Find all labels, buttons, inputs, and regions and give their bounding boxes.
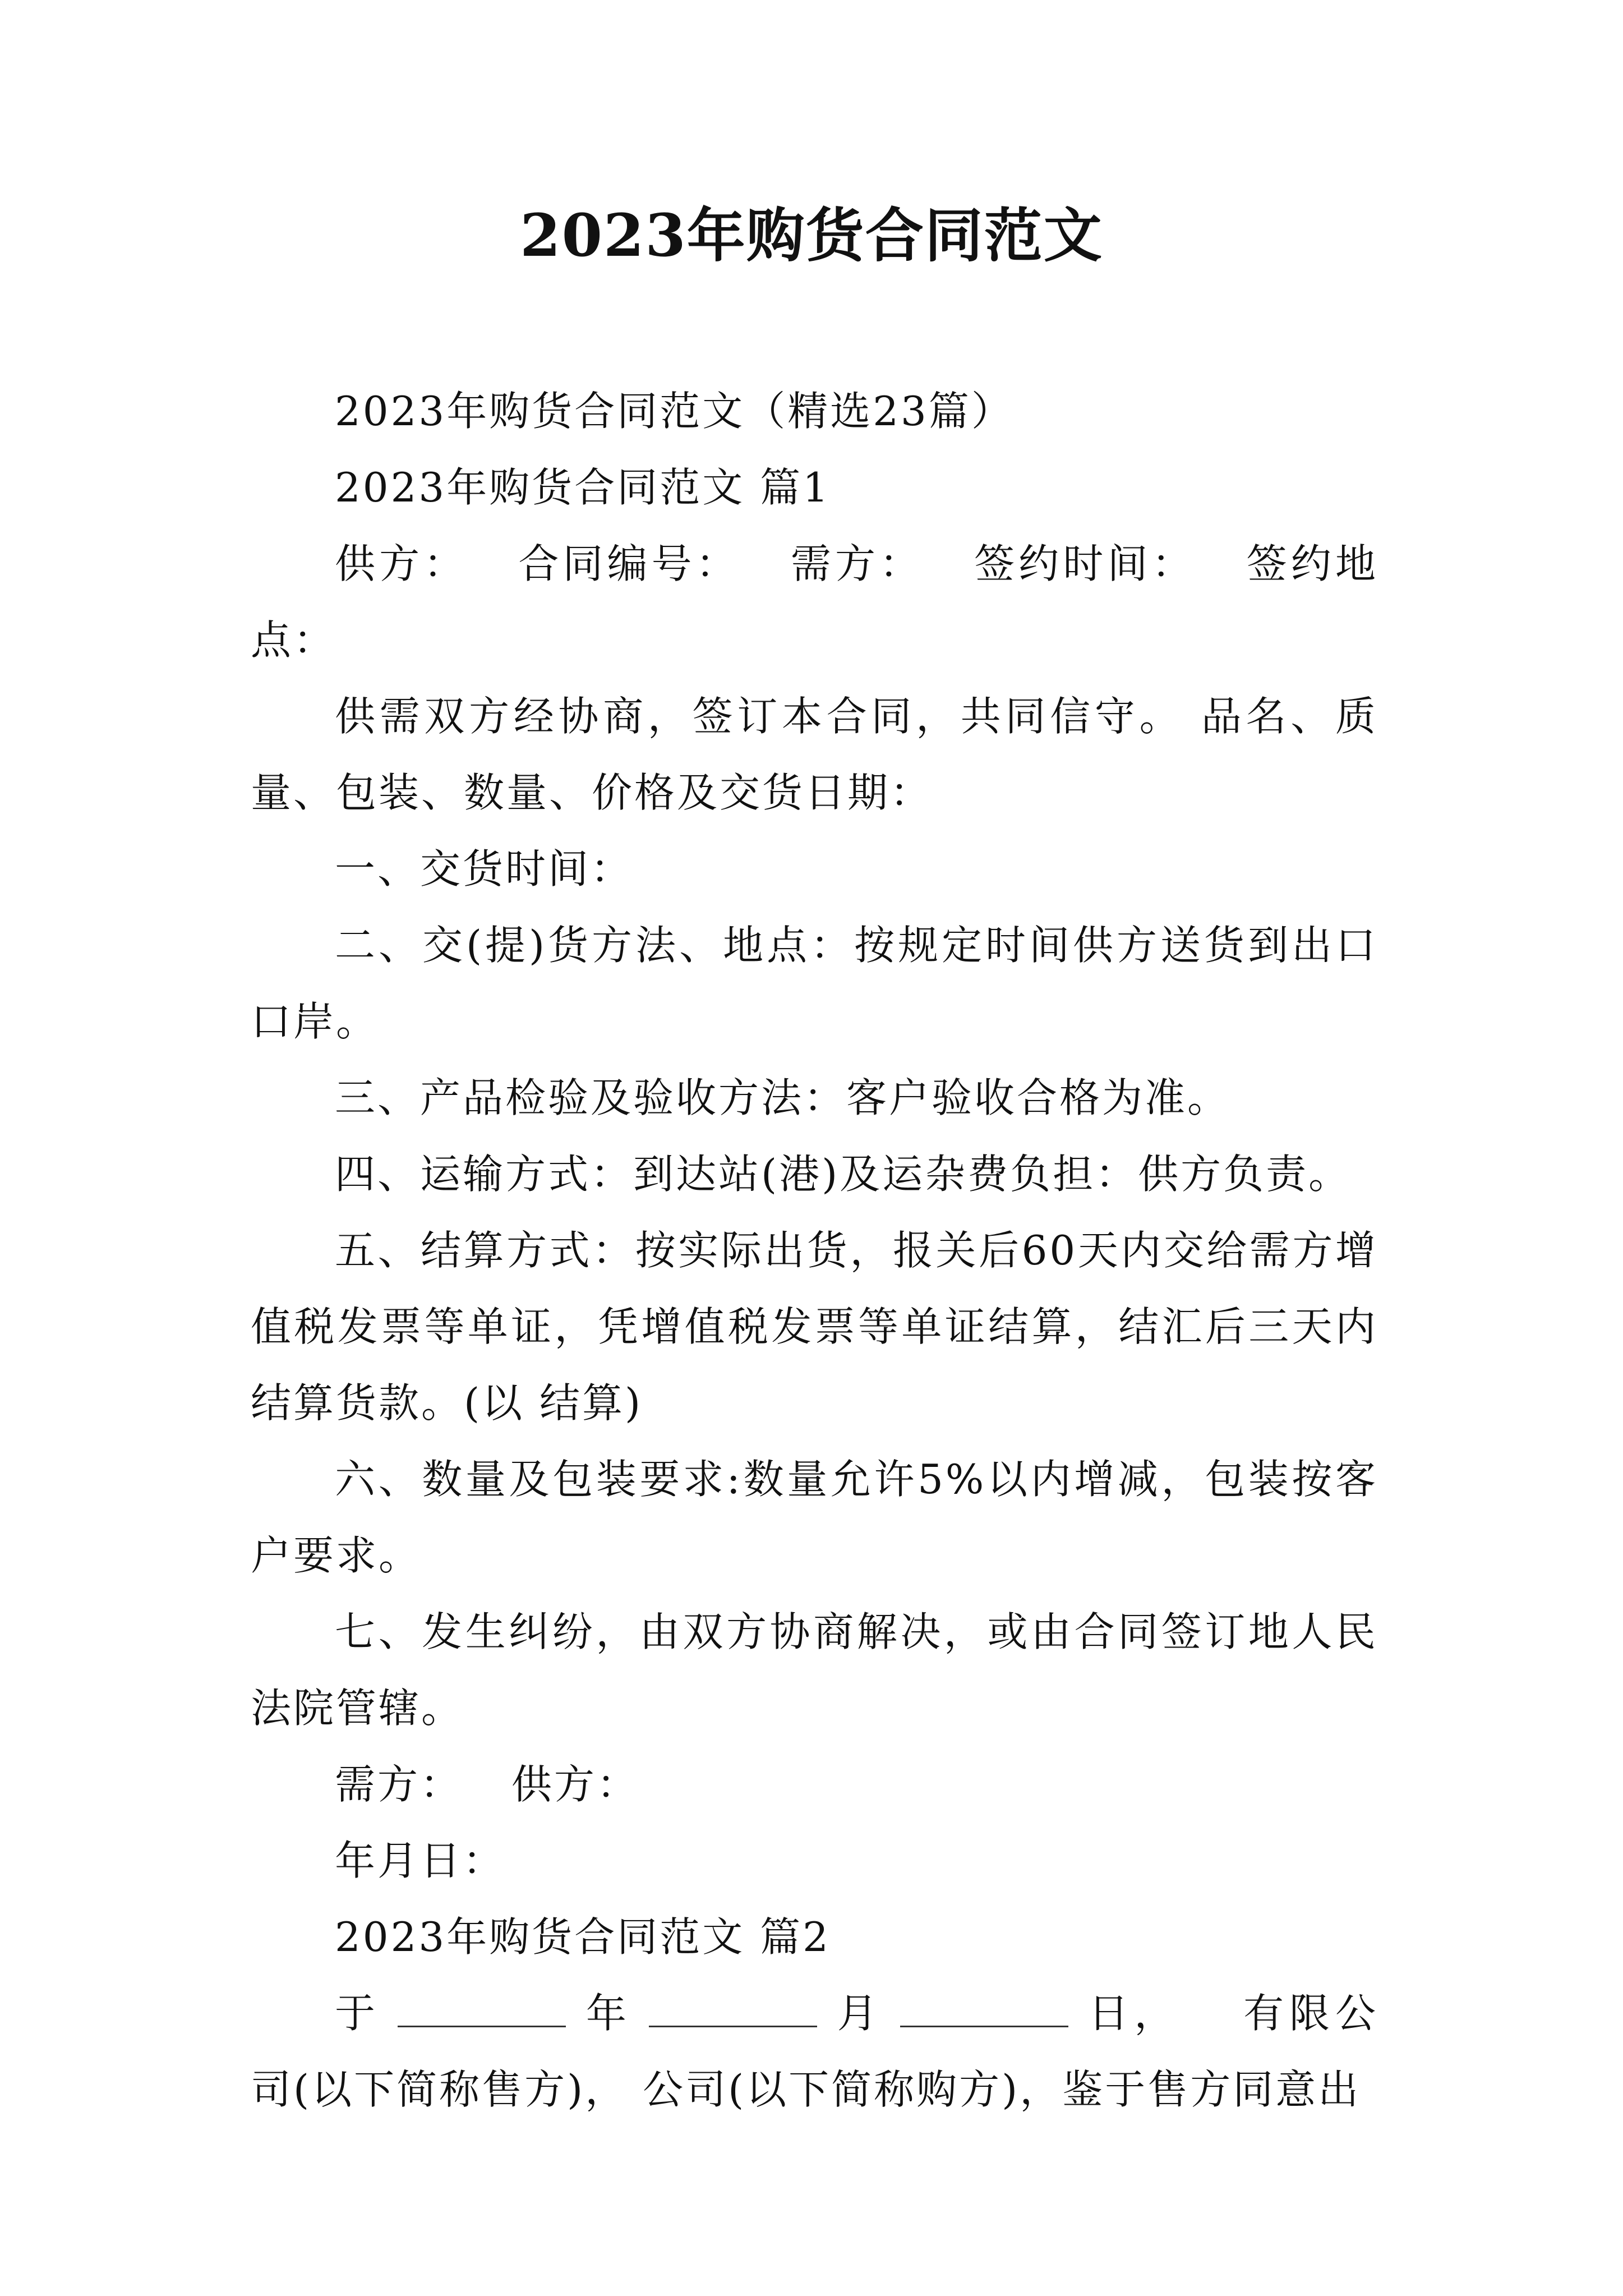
- intro-prefix: 于: [335, 1990, 381, 2037]
- clause-inspection: 三、产品检验及验收方法：客户验收合格为准。: [335, 1074, 1230, 1121]
- contract-no-label: 合同编号：: [518, 540, 740, 587]
- document-title: 2023年购货合同范文: [520, 201, 1103, 270]
- day-blank: [900, 1992, 1068, 2027]
- year-blank: [398, 1992, 566, 2027]
- month-blank: [649, 1992, 817, 2027]
- document-subtitle: 2023年购货合同范文（精选23篇）: [335, 388, 1014, 435]
- signature-line: [251, 1746, 1378, 1823]
- clause-delivery-method: 二、交(提)货方法、地点：按规定时间供方送货到出口口岸。: [251, 922, 1378, 1045]
- clause-dispute: 七、发生纠纷，由双方协商解决，或由合同签订地人民法院管辖。: [251, 1608, 1378, 1732]
- document-body: [251, 373, 1378, 2128]
- date-line: 年月日：: [335, 1837, 506, 1884]
- signature-buyer-label: 需方：: [335, 1761, 463, 1808]
- intro-month: 月: [833, 1990, 883, 2037]
- clause-quantity-packaging: 六、数量及包装要求:数量允许5%以内增减，包装按客户要求。: [251, 1456, 1378, 1579]
- parties-line: [251, 526, 1378, 678]
- sign-place-label: 签约地点：: [251, 540, 1378, 664]
- section1-heading: 2023年购货合同范文 篇1: [335, 464, 831, 511]
- intro-rest: (以下简称售方)， 公司(以下简称购方)，鉴于售方同意出: [293, 2066, 1361, 2113]
- signature-supplier-label: 供方：: [511, 1761, 639, 1808]
- clause-settlement: 五、结算方式：按实际出货，报关后60天内交给需方增值税发票等单证，凭增值税发票等单证结算，结汇后三天内结算货款。(以 结算): [251, 1227, 1378, 1427]
- clause-delivery-time: 一、交货时间：: [335, 845, 634, 892]
- section2-intro: [251, 1975, 1378, 2128]
- section2-heading: 2023年购货合同范文 篇2: [335, 1913, 831, 1961]
- intro-company: 有限公司: [251, 1990, 1378, 2113]
- sign-time-label: 签约时间：: [974, 540, 1196, 587]
- intro-year: 年: [582, 1990, 632, 2037]
- paragraph: 供需双方经协商，签订本合同，共同信守。 品名、质量、包装、数量、价格及交货日期：: [251, 693, 1378, 816]
- clause-transport: 四、运输方式：到达站(港)及运杂费负担：供方负责。: [335, 1151, 1352, 1198]
- supplier-label: 供方：: [335, 540, 468, 587]
- intro-day: 日，: [1085, 1990, 1181, 2037]
- buyer-label: 需方：: [790, 540, 924, 587]
